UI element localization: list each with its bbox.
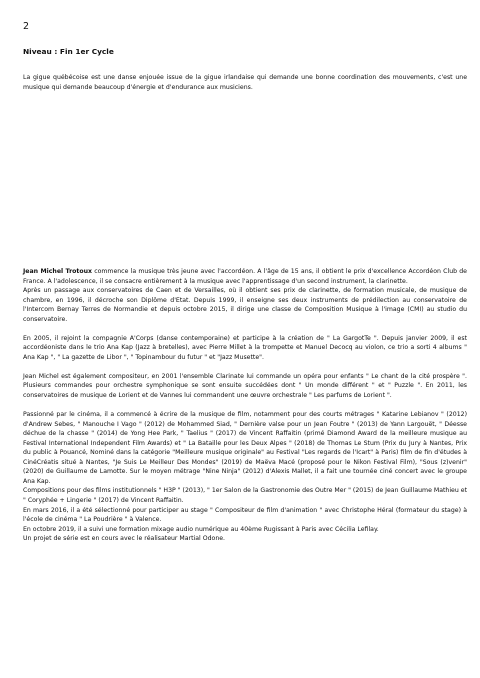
bio-paragraph-7: En octobre 2019, il a suivi une formation mixage audio numérique au 40ème Rugissant à Paris avec Cécilia Lefilay. xyxy=(23,525,379,533)
bio-paragraph-1-text: commence la musique très jeune avec l'accordéon. A l'âge de 15 ans, il obtient le prix d'excellence Accordéon Club de France. A l'adolescence, il se consacre entièrement à la musique avec l'apprentissage d'un second instrument, la clarinette. xyxy=(23,268,467,285)
level-heading: Niveau : Fin 1er Cycle xyxy=(23,47,114,56)
bio-paragraph-4: Passionné par le cinéma, il a commencé à écrire de la musique de film, notamment pour des courts métrages " Katarine Lebianov " (2012) d'Andrew Sebes, " Manouche I Vago " (2012) de Mohammed Siad, " Dernière valse pour un Jean Foutre " (2013) de Yann Largouët, " Déesse déchue de la chasse " (2014) de Yong Hee Park, " Taelius " (2017) de Vincent Raffaitin (primé Diamond Award de la meilleure musique au Festival International Independent Film Awards) et " La Bataille pour les Deux Alpes " (2018) de Thomas Le Stum (Prix du Jury à Nantes, Prix du public à Pouancé, Nominé dans la catégorie "Meilleure musique originale" au Festival "Les regards de l'Icart" à Paris) film de fin d'études à CinéCréatis situé à Nantes, "Je Suis Le Meilleur Des Mondes" (2019) de Maëva Macé (proposé pour le Nikon Festival Film), "Sous (z)venir" (2020) de Guillaume de Lamotte. Sur le moyen métrage "Nine Ninja" (2012) d'Alexis Mallet, il a fait une tournée ciné concert avec le groupe Ana Kap. xyxy=(23,411,467,485)
biography xyxy=(23,267,467,544)
composer-name: Jean Michel Trotoux xyxy=(23,268,92,275)
page-number: 2 xyxy=(23,21,30,32)
bio-paragraph-6: En mars 2016, il a été sélectionné pour participer au stage " Compositeur de film d'animation " avec Christophe Héral (formateur du stage) à l'école de cinéma " La Poudrière " à Valence. xyxy=(23,506,467,524)
bio-paragraph-2: En 2005, il rejoint la compagnie A'Corps (danse contemporaine) et participe à la création de " La GargotTe ". Depuis janvier 2009, il est accordéoniste dans le trio Ana Kap (Jazz à bretelles), avec Pierre Millet à la trompette et Manuel Decocq au violon, ce trio a sorti 4 albums " Ana Kap ", " La gazette de Libor ", " Topinambour du futur " et "Jazz Musette". xyxy=(23,334,467,361)
bio-paragraph-1b: Après un passage aux conservatoires de Caen et de Versailles, où il obtient ses prix de clarinette, de formation musicale, de musique de chambre, en 1996, il décroche son Diplôme d'Etat. Depuis 1999, il enseigne ses deux instruments de prédilection au conservatoire de l'Intercom Bernay Terres de Normandie et depuis octobre 2015, il dirige une classe de Composition Musique à l'image (CMI) au studio du conservatoire. xyxy=(23,287,467,323)
bio-paragraph-8: Un projet de série est en cours avec le réalisateur Martial Odone. xyxy=(23,535,226,543)
bio-paragraph-3: Jean Michel est également compositeur, en 2001 l'ensemble Clarinate lui commande un opéra pour enfants " Le chant de la cité prospère ". Plusieurs commandes pour orchestre symphonique se sont ensuite succédées dont " Un monde différent " et " Puzzle ". En 2011, les conservatoires de musique de Lorient et de Vannes lui commandent une œuvre orchestrale " Les parfums de Lorient ". xyxy=(23,372,467,400)
intro-paragraph: La gigue québécoise est une danse enjouée issue de la gigue irlandaise qui demande une bonne coordination des mouvements, c'est une musique qui demande beaucoup d'énergie et d'endurance aux musiciens. xyxy=(23,74,467,91)
bio-paragraph-1 xyxy=(23,267,467,286)
bio-paragraph-5: Compositions pour des films institutionnels " H3P " (2013), " 1er Salon de la Gastronomie des Outre Mer " (2015) de Jean Guillaume Mathieu et " Coryphée + Lingerie " (2017) de Vincent Raffaitin. xyxy=(23,487,467,504)
